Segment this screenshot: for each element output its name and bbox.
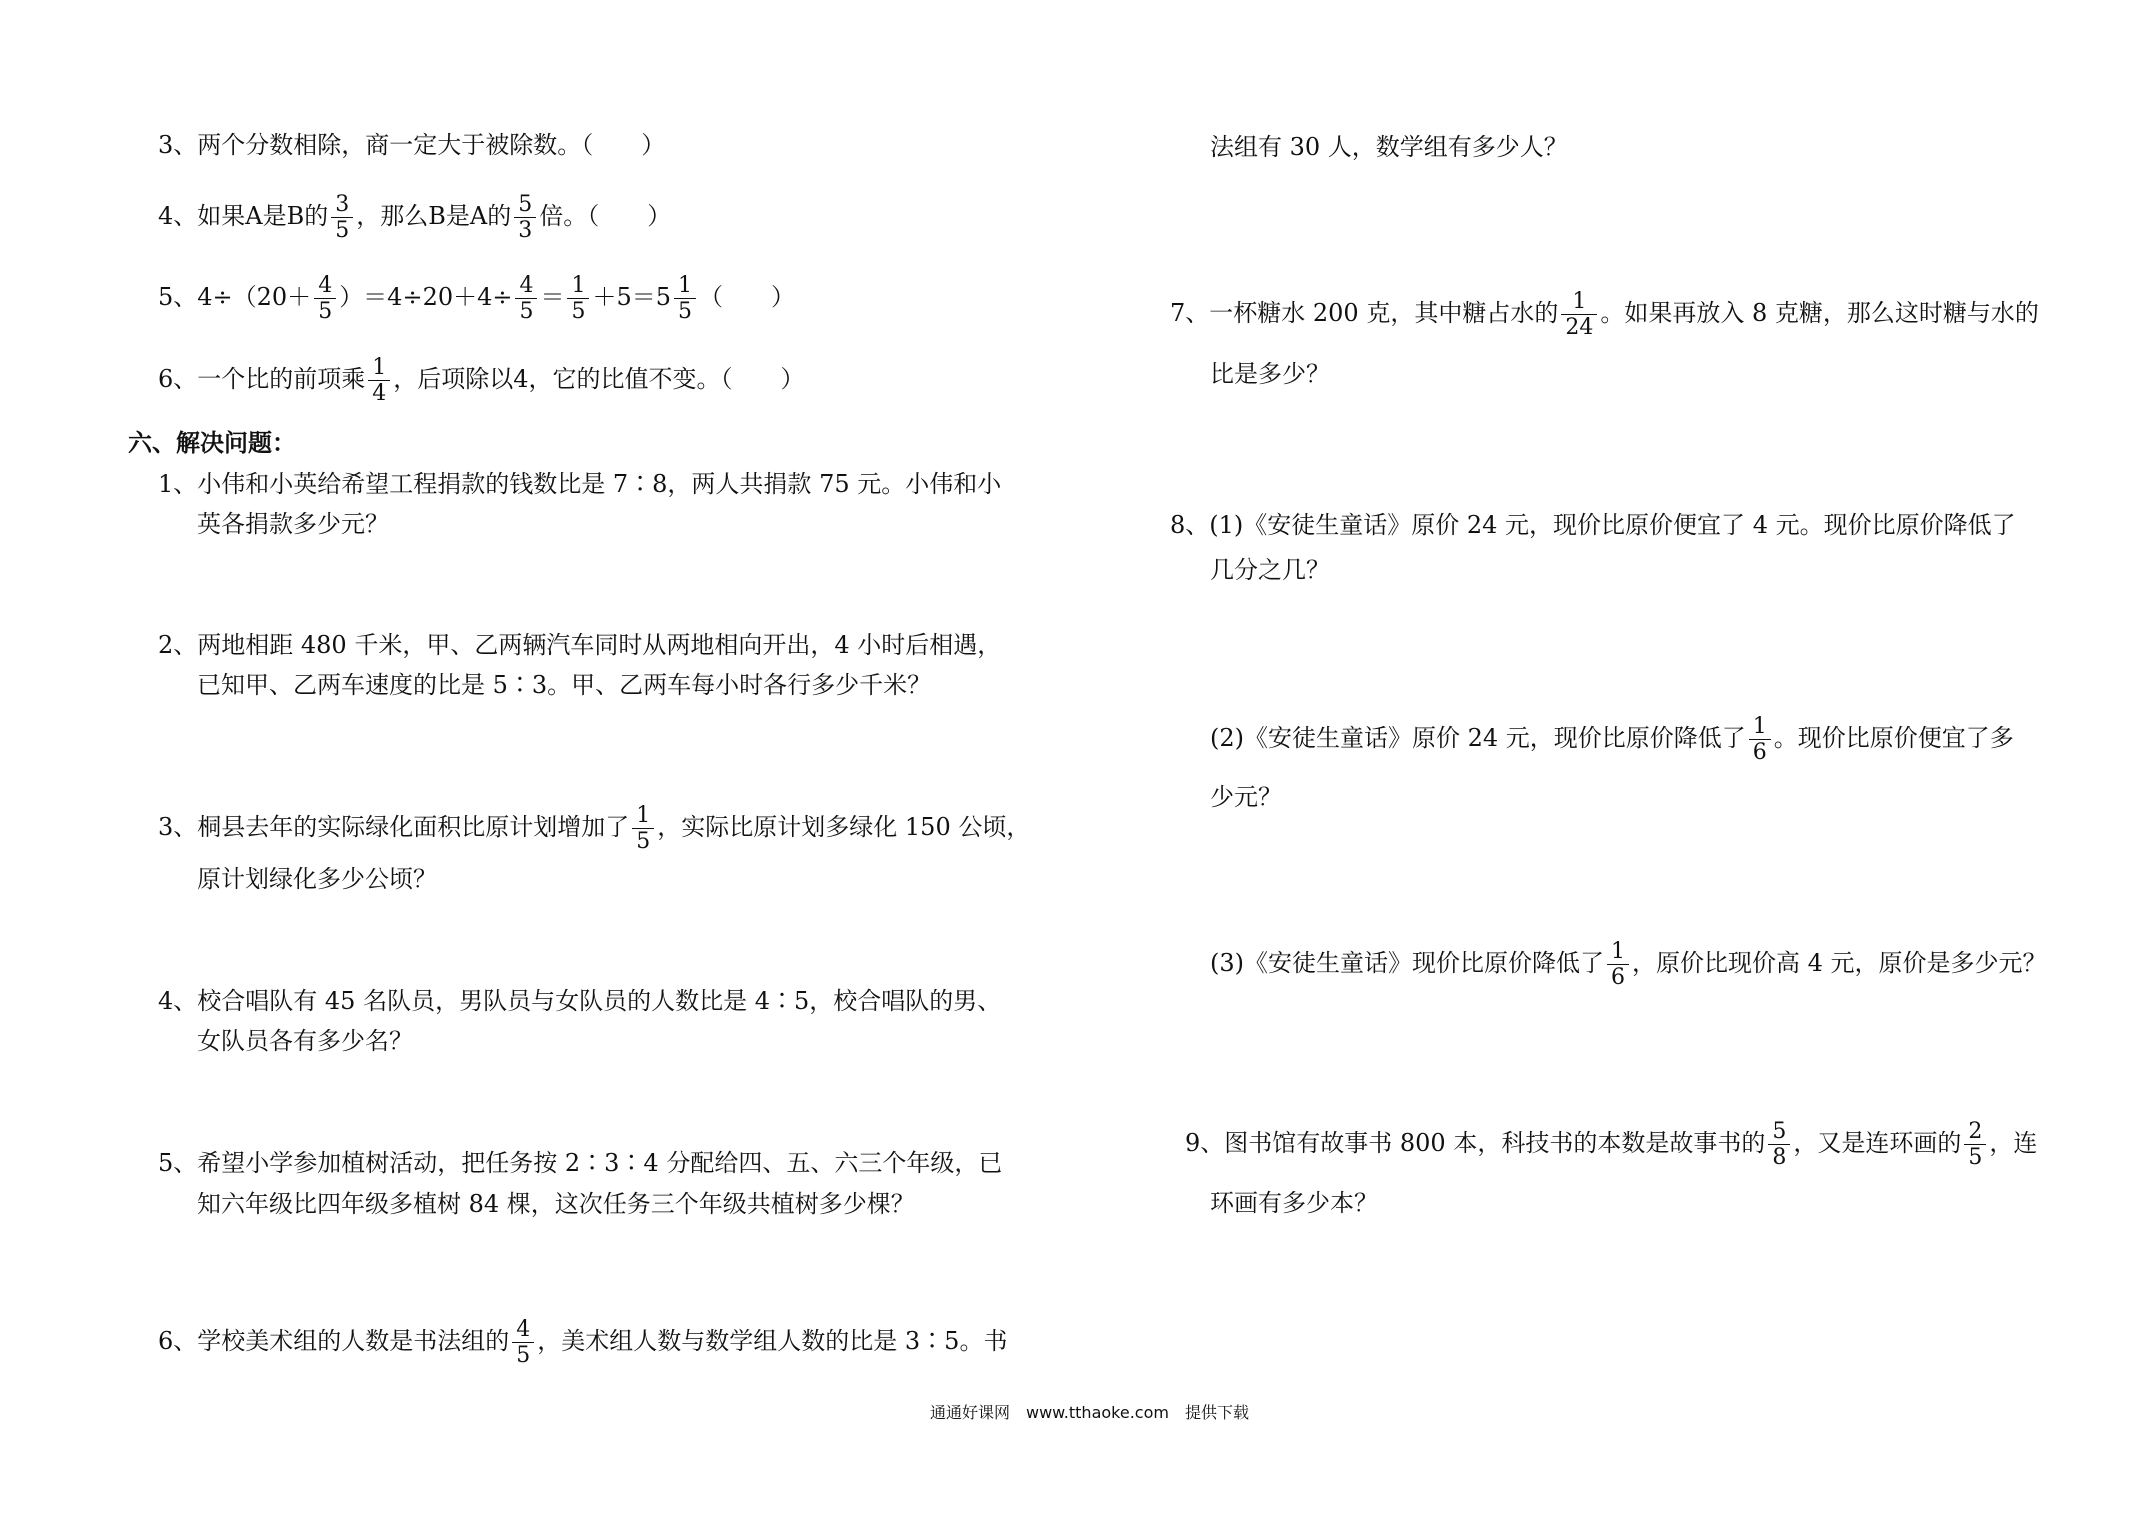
fraction bbox=[632, 804, 654, 853]
problem-1-line-2: 英各捐款多少元？ bbox=[197, 510, 389, 538]
numerator: 2 bbox=[1964, 1120, 1986, 1145]
fraction bbox=[331, 193, 353, 242]
fraction bbox=[1964, 1120, 1986, 1169]
fraction bbox=[1561, 290, 1597, 339]
denominator: 6 bbox=[1611, 965, 1625, 991]
item-text: 倍。（ ） bbox=[539, 202, 672, 231]
fraction bbox=[368, 356, 390, 405]
page-footer: 通通好课网 www.tthaoke.com 提供下载 bbox=[930, 1403, 1249, 1422]
denominator: 5 bbox=[318, 299, 333, 325]
item-text: 5、4÷（20＋ bbox=[158, 283, 312, 312]
item-text: 4、如果A是B的 bbox=[158, 202, 329, 231]
fraction bbox=[515, 274, 537, 323]
section-title: 六、解决问题： bbox=[128, 429, 296, 457]
numerator: 1 bbox=[567, 274, 589, 299]
problem-7-line-2: 比是多少？ bbox=[1210, 360, 1330, 388]
problem-5-line-2: 知六年级比四年级多植树 84 棵，这次任务三个年级共植树多少棵？ bbox=[197, 1190, 915, 1218]
true-false-item-4 bbox=[158, 193, 671, 242]
denominator: 5 bbox=[1968, 1145, 1983, 1171]
problem-9-line-1 bbox=[1185, 1120, 2037, 1169]
item-text: 7、一杯糖水 200 克，其中糖占水的 bbox=[1170, 299, 1559, 328]
problem-8-2-line-2: 少元？ bbox=[1210, 783, 1282, 811]
problem-4-line-1: 4、校合唱队有 45 名队员，男队员与女队员的人数比是 4∶5，校合唱队的男、 bbox=[158, 987, 1002, 1015]
item-text: 3、桐县去年的实际绿化面积比原计划增加了 bbox=[158, 813, 630, 842]
problem-3-line-1 bbox=[158, 804, 1030, 853]
problem-3-line-2: 原计划绿化多少公顷？ bbox=[197, 865, 437, 893]
denominator: 3 bbox=[518, 218, 533, 244]
numerator: 4 bbox=[515, 274, 537, 299]
numerator: 1 bbox=[632, 804, 654, 829]
problem-2-line-1: 2、两地相距 480 千米，甲、乙两辆汽车同时从两地相向开出，4 小时后相遇， bbox=[158, 631, 1002, 659]
item-text: （ ） bbox=[699, 283, 796, 312]
numerator: 1 bbox=[1561, 290, 1597, 315]
problem-7-line-1 bbox=[1170, 290, 2039, 339]
fraction bbox=[1607, 940, 1629, 989]
item-text: ，原价比现价高 4 元，原价是多少元？ bbox=[1632, 949, 2047, 978]
fraction bbox=[674, 274, 696, 323]
problem-4-line-2: 女队员各有多少名？ bbox=[197, 1027, 413, 1055]
true-false-item-3 bbox=[158, 128, 665, 162]
item-text: ，美术组人数与数学组人数的比是 3∶5。书 bbox=[537, 1327, 1008, 1356]
problem-5-line-1: 5、希望小学参加植树活动，把任务按 2∶3∶4 分配给四、五、六三个年级，已 bbox=[158, 1149, 1003, 1177]
denominator: 5 bbox=[516, 1343, 531, 1369]
item-text: 9、图书馆有故事书 800 本，科技书的本数是故事书的 bbox=[1185, 1129, 1766, 1158]
fraction bbox=[314, 274, 336, 323]
numerator: 5 bbox=[514, 193, 536, 218]
item-text: ，又是连环画的 bbox=[1793, 1129, 1962, 1158]
problem-2-line-2: 已知甲、乙两车速度的比是 5∶3。甲、乙两车每小时各行多少千米？ bbox=[197, 671, 932, 699]
numerator: 4 bbox=[512, 1318, 534, 1343]
fraction bbox=[567, 274, 589, 323]
denominator: 5 bbox=[335, 218, 350, 244]
problem-8-3-line-1 bbox=[1210, 940, 2047, 989]
true-false-item-6 bbox=[158, 356, 805, 405]
item-text: ＝ bbox=[540, 283, 565, 312]
fraction bbox=[1768, 1120, 1790, 1169]
problem-8-1-line-1: 8、(1)《安徒生童话》原价 24 元，现价比原价便宜了 4 元。现价比原价降低了 bbox=[1170, 511, 2016, 539]
item-text: 6、一个比的前项乘 bbox=[158, 365, 366, 394]
problem-9-line-2: 环画有多少本？ bbox=[1210, 1189, 1378, 1217]
true-false-item-5 bbox=[158, 274, 795, 323]
denominator: 5 bbox=[571, 299, 586, 325]
item-text: ，那么B是A的 bbox=[356, 202, 512, 231]
numerator: 1 bbox=[674, 274, 696, 299]
denominator: 8 bbox=[1772, 1145, 1787, 1171]
item-text: ，实际比原计划多绿化 150 公顷， bbox=[657, 813, 1031, 842]
problem-8-2-line-1 bbox=[1210, 715, 2014, 764]
numerator: 5 bbox=[1768, 1120, 1790, 1145]
denominator: 5 bbox=[678, 299, 693, 325]
problem-6-line-1 bbox=[158, 1318, 1007, 1367]
problem-8-1-line-2: 几分之几？ bbox=[1210, 556, 1330, 584]
numerator: 1 bbox=[368, 356, 390, 381]
item-text: 6、学校美术组的人数是书法组的 bbox=[158, 1327, 510, 1356]
denominator: 5 bbox=[636, 829, 651, 855]
problem-6-continuation: 法组有 30 人，数学组有多少人？ bbox=[1210, 133, 1568, 161]
numerator: 1 bbox=[1607, 940, 1629, 965]
numerator: 1 bbox=[1749, 715, 1771, 740]
item-text: 3、两个分数相除，商一定大于被除数。（ ） bbox=[158, 131, 666, 159]
item-text: (3)《安徒生童话》现价比原价降低了 bbox=[1210, 949, 1604, 978]
denominator: 24 bbox=[1565, 315, 1594, 341]
fraction bbox=[512, 1318, 534, 1367]
denominator: 6 bbox=[1752, 740, 1767, 766]
fraction bbox=[1749, 715, 1771, 764]
item-text: ）＝4÷20＋4÷ bbox=[339, 283, 513, 312]
item-text: ＋5＝5 bbox=[592, 283, 672, 312]
item-text: (2)《安徒生童话》原价 24 元，现价比原价降低了 bbox=[1210, 724, 1746, 753]
item-text: ，连 bbox=[1989, 1129, 2038, 1158]
fraction bbox=[514, 193, 536, 242]
item-text: ，后项除以4，它的比值不变。（ ） bbox=[393, 365, 805, 394]
denominator: 4 bbox=[372, 381, 387, 407]
item-text: 。现价比原价便宜了多 bbox=[1773, 724, 2014, 753]
item-text: 。如果再放入 8 克糖，那么这时糖与水的 bbox=[1600, 299, 2039, 328]
numerator: 3 bbox=[331, 193, 353, 218]
denominator: 5 bbox=[519, 299, 534, 325]
numerator: 4 bbox=[314, 274, 336, 299]
problem-1-line-1: 1、小伟和小英给希望工程捐款的钱数比是 7∶8，两人共捐款 75 元。小伟和小 bbox=[158, 470, 1002, 498]
